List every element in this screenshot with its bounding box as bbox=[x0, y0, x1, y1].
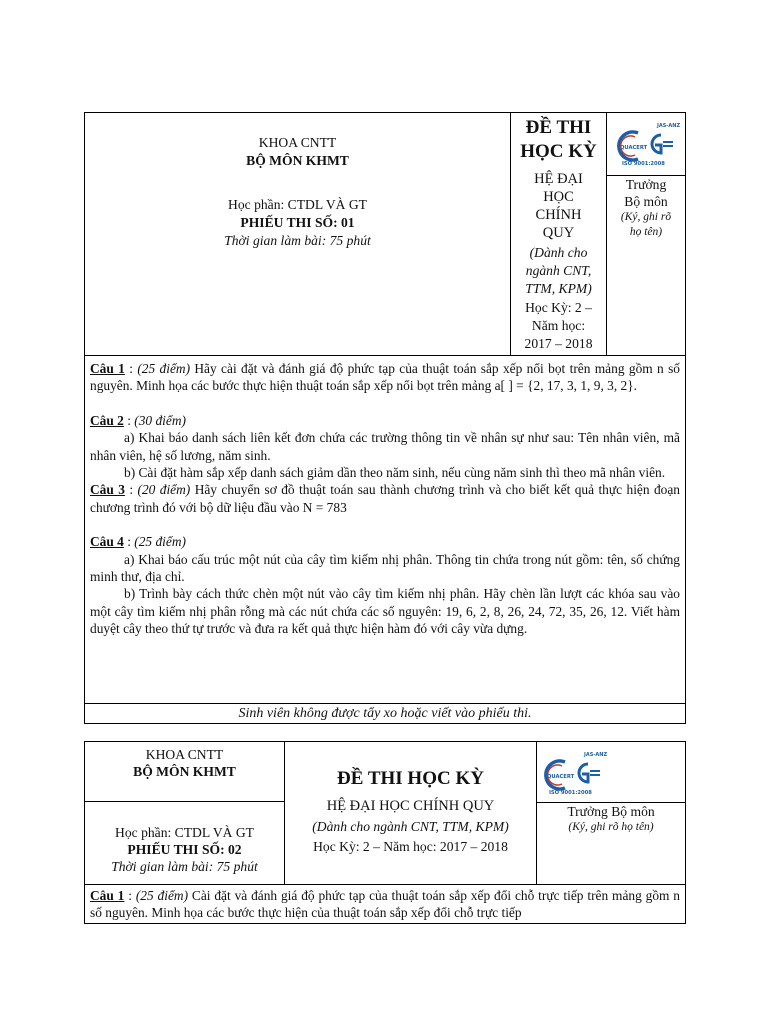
exam-title: ĐỀ THI HỌC KỲ bbox=[337, 768, 484, 789]
sheet2-logo-cell bbox=[537, 742, 685, 803]
exam-title-line2: HỌC KỲ bbox=[520, 141, 597, 162]
program-line: HỆ ĐẠI HỌC CHÍNH QUY bbox=[326, 798, 495, 814]
faculty-name: KHOA CNTT bbox=[145, 747, 224, 762]
target-line: (Dành cho bbox=[529, 245, 588, 260]
department-name: BỘ MÔN KHMT bbox=[246, 153, 349, 168]
target-line: (Dành cho ngành CNT, TTM, KPM) bbox=[312, 819, 509, 834]
sheet1-info-cell bbox=[85, 113, 511, 355]
program-line: HỌC bbox=[543, 189, 574, 205]
course-name: Học phần: CTDL VÀ GT bbox=[115, 825, 254, 840]
target-line: ngành CNT, bbox=[525, 263, 592, 278]
department-head-label: Trưởng bbox=[625, 177, 667, 192]
course-name: Học phần: CTDL VÀ GT bbox=[228, 197, 367, 212]
question-4b: b) Trình bày cách thức chèn một nút vào cây tìm kiếm nhị phân. Hãy chèn lần lượt các khóa sau vào một cây tìm kiếm nhị phân rỗng mà các nút chứa các số nguyên: 19, 6, 2, 8, 26, 24, 72, 35, 26, 12. Viết hàm duyệt cây theo thứ tự trước và đưa ra kết quả thực hiện hàm đó với cây vừa dựng. bbox=[90, 586, 680, 637]
sheet1-questions bbox=[85, 356, 685, 703]
target-line: TTM, KPM) bbox=[525, 281, 592, 296]
question-3: Câu 3 : (20 điểm) Hãy chuyển sơ đồ thuật toán sau thành chương trình và cho biết kết quả thực hiện đoạn chương trình đó với bộ dữ liệu đầu vào N = 783 bbox=[90, 482, 680, 515]
sheet2-signature-cell bbox=[537, 742, 685, 884]
question-points: (25 điểm) bbox=[135, 888, 189, 903]
footer-note: Sinh viên không được tẩy xo hoặc viết vào phiếu thi. bbox=[85, 703, 685, 723]
term-line: Học Kỳ: 2 – Năm học: 2017 – 2018 bbox=[313, 839, 508, 854]
question-4a: a) Khai báo cấu trúc một nút của cây tìm kiếm nhị phân. Thông tin chứa trong nút gồm: tên, số chứng minh thư, địa chỉ. bbox=[90, 551, 680, 585]
quacert-logo-icon bbox=[616, 121, 681, 167]
question-label: Câu 1 bbox=[90, 888, 125, 903]
question-2a: a) Khai báo danh sách liên kết đơn chứa các trường thông tin về nhân sự như sau: Tên nhân viên, mã nhân viên, hệ số lương, năm sinh. bbox=[90, 430, 680, 463]
program-line: QUY bbox=[542, 225, 575, 241]
faculty-name: KHOA CNTT bbox=[258, 135, 337, 150]
question-4: Câu 4 : (25 điểm) bbox=[90, 534, 186, 550]
question-2b: b) Cài đặt hàm sắp xếp danh sách giảm dần theo năm sinh, nếu cùng năm sinh thì theo mã nhân viên. bbox=[124, 465, 666, 481]
sheet1-signature-cell bbox=[607, 113, 685, 355]
exam-sheet-01 bbox=[84, 112, 686, 724]
exam-title-line1: ĐỀ THI bbox=[525, 117, 592, 138]
question-points: (25 điểm) bbox=[137, 361, 191, 376]
signature-note: họ tên) bbox=[629, 226, 663, 238]
exam-sheet-02 bbox=[84, 741, 686, 924]
logo-top-text: JAS-ANZ bbox=[584, 752, 608, 758]
department-name: BỘ MÔN KHMT bbox=[133, 764, 236, 779]
sheet2-title-cell bbox=[285, 742, 537, 884]
sheet2-questions bbox=[85, 884, 685, 924]
exam-duration: Thời gian làm bài: 75 phút bbox=[111, 859, 258, 874]
question-2: Câu 2 : (30 điểm) bbox=[90, 412, 186, 428]
question-points: (20 điểm) bbox=[137, 482, 191, 498]
program-line: CHÍNH bbox=[535, 207, 582, 223]
logo-top-text: JAS-ANZ bbox=[657, 123, 681, 129]
question-text: Cài đặt và đánh giá độ phức tạp của thuật toán sắp xếp đổi chỗ trực tiếp trên mảng gồm n số nguyên. Minh họa các bước thực hiện của thuật toán sắp xếp đổi chỗ trực tiếp bbox=[90, 888, 681, 921]
program-line: HỆ ĐẠI bbox=[534, 171, 583, 187]
logo-brand-text: QUACERT bbox=[620, 145, 648, 151]
logo-iso-text: ISO 9001:2008 bbox=[549, 790, 592, 796]
department-head-label: Trưởng Bộ môn bbox=[567, 804, 655, 819]
sheet2-faculty-cell bbox=[85, 742, 284, 802]
department-head-label: Bộ môn bbox=[624, 194, 668, 209]
question-points: (30 điểm) bbox=[134, 412, 186, 428]
exam-duration: Thời gian làm bài: 75 phút bbox=[224, 233, 371, 248]
sheet1-title-cell bbox=[511, 113, 607, 355]
question-label: Câu 2 bbox=[90, 412, 124, 428]
term-line: Học Kỳ: 2 – bbox=[525, 300, 592, 315]
question-label: Câu 4 bbox=[90, 534, 124, 550]
question-label: Câu 1 bbox=[90, 361, 125, 376]
term-line: Năm học: bbox=[531, 318, 586, 333]
question-1: Câu 1 : (25 điểm) Cài đặt và đánh giá độ phức tạp của thuật toán sắp xếp đổi chỗ trực tiếp trên mảng gồm n số nguyên. Minh họa các bước thực hiện của thuật toán sắp xếp đổi chỗ trực tiếp bbox=[90, 888, 681, 921]
term-line: 2017 – 2018 bbox=[524, 336, 593, 351]
sheet-number: PHIẾU THI SỐ: 02 bbox=[127, 842, 242, 857]
question-points: (25 điểm) bbox=[134, 534, 186, 550]
quacert-logo-icon bbox=[543, 750, 608, 796]
question-text: Hãy cài đặt và đánh giá độ phức tạp của thuật toán sắp xếp nổi bọt trên mảng gồm n số nguyên. Minh họa các bước thực hiện thuật toán sắp xếp nổi bọt trên mảng a[ ] = {2, 17, 3, 1, 9, 3, 2}. bbox=[90, 361, 681, 394]
sheet1-header bbox=[85, 113, 685, 356]
sheet2-info-cell bbox=[85, 742, 285, 884]
sheet-number: PHIẾU THI SỐ: 01 bbox=[240, 215, 355, 230]
signature-note: (Ký, ghi rõ họ tên) bbox=[568, 821, 654, 833]
logo-iso-text: ISO 9001:2008 bbox=[622, 161, 665, 167]
question-text: Hãy chuyển sơ đồ thuật toán sau thành chương trình và cho biết kết quả thực hiện đoạn chương trình đó với bộ dữ liệu đầu vào N = 783 bbox=[90, 482, 680, 515]
question-label: Câu 3 bbox=[90, 482, 125, 498]
signature-note: (Ký, ghi rõ bbox=[620, 211, 672, 223]
sheet1-logo-cell bbox=[607, 113, 685, 176]
logo-brand-text: QUACERT bbox=[547, 774, 575, 780]
question-1: Câu 1 : (25 điểm) Hãy cài đặt và đánh giá độ phức tạp của thuật toán sắp xếp nổi bọt trên mảng gồm n số nguyên. Minh họa các bước thực hiện thuật toán sắp xếp nổi bọt trên mảng a[ ] = {2, 17, 3, 1, 9, 3, 2}. bbox=[90, 361, 681, 394]
